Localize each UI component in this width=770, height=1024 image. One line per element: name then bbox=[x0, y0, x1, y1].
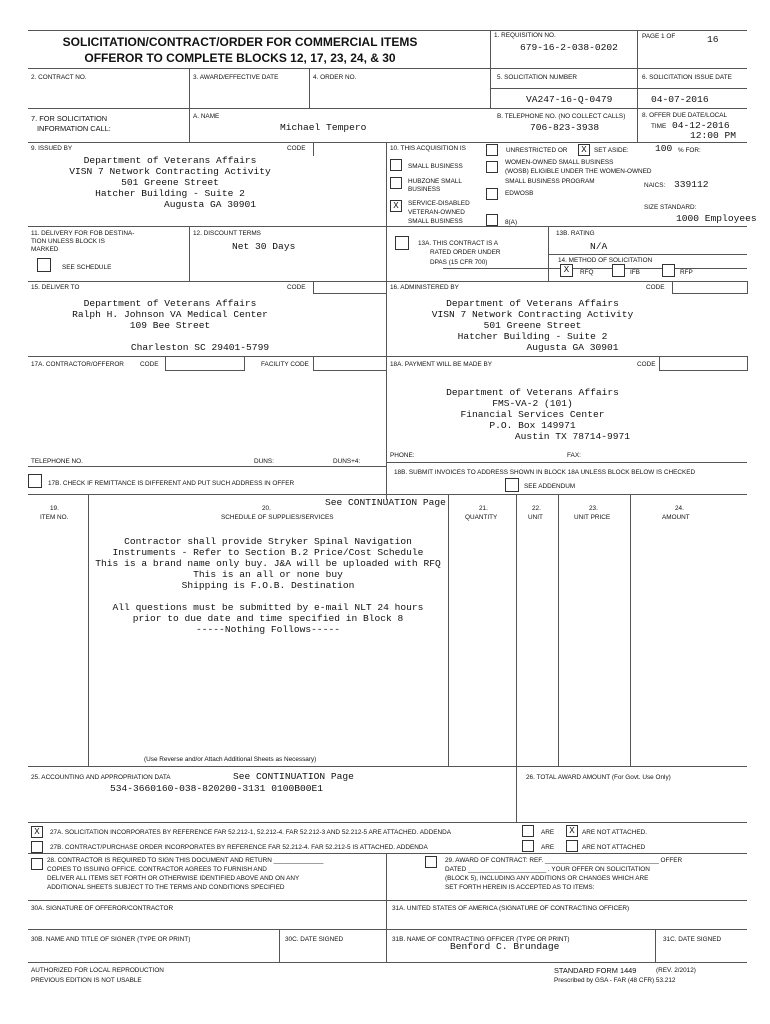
sig-30a-label: 30A. SIGNATURE OF OFFEROR/CONTRACTOR bbox=[31, 905, 174, 912]
rfp-label: RFP bbox=[680, 269, 693, 276]
sig-31b-label: 31B. NAME OF CONTRACTING OFFICER (TYPE OR PRINT) bbox=[392, 936, 570, 943]
address-line: 501 Greene Street bbox=[483, 320, 582, 331]
col20-label: SCHEDULE OF SUPPLIES/SERVICES bbox=[221, 514, 334, 521]
size-label: SIZE STANDARD: bbox=[644, 204, 697, 211]
col21-num: 21. bbox=[479, 505, 488, 512]
address-line: Charleston SC 29401-5799 bbox=[130, 342, 270, 353]
block-28-line: DELIVER ALL ITEMS SET FORTH OR OTHERWISE IDENTIFIED ABOVE AND ON ANY bbox=[47, 875, 300, 882]
naics-label: NAICS: bbox=[644, 182, 666, 189]
administered-by-code-field[interactable] bbox=[672, 281, 748, 294]
award-date-label: 3. AWARD/EFFECTIVE DATE bbox=[193, 74, 279, 81]
contractor-code-field[interactable] bbox=[165, 356, 245, 371]
block-29-line: DATED ______________________ . YOUR OFFER ON SOLICITATION bbox=[445, 866, 650, 873]
discount-value[interactable]: Net 30 Days bbox=[232, 241, 296, 252]
submit-invoices-label: 18B. SUBMIT INVOICES TO ADDRESS SHOWN IN BLOCK 18A UNLESS BLOCK BELOW IS CHECKED bbox=[394, 469, 696, 476]
page-total: 16 bbox=[707, 34, 719, 45]
27b-checkbox[interactable] bbox=[31, 841, 43, 853]
27a-text: 27A. SOLICITATION INCORPORATES BY REFERENCE FAR 52.212-1, 52.212-4. FAR 52.212-3 AND 52.212-5 ARE ATTACHED. ADDENDA bbox=[50, 829, 451, 836]
contractor-label: 17A. CONTRACTOR/OFFEROR bbox=[31, 361, 124, 368]
address-line: Ralph H. Johnson VA Medical Center bbox=[72, 309, 268, 320]
hubzone-label-2: BUSINESS bbox=[408, 186, 441, 193]
sdvosb-checkbox[interactable]: X bbox=[390, 200, 402, 212]
see-schedule-checkbox[interactable] bbox=[37, 258, 51, 272]
form-revision: (REV. 2/2012) bbox=[656, 967, 696, 974]
ifb-checkbox[interactable] bbox=[612, 264, 625, 277]
phone-label-18: PHONE: bbox=[390, 452, 415, 459]
schedule-line: This is an all or none buy bbox=[193, 569, 343, 580]
sdvosb-label-2: VETERAN-OWNED bbox=[408, 209, 465, 216]
see-schedule-label: SEE SCHEDULE bbox=[62, 264, 112, 271]
col20-num: 20. bbox=[262, 505, 271, 512]
set-aside-label: SET ASIDE: bbox=[594, 147, 629, 154]
27a-are-not-checkbox[interactable]: X bbox=[566, 825, 578, 837]
due-label: 8. OFFER DUE DATE/LOCAL bbox=[642, 112, 728, 119]
block-28-line: ADDITIONAL SHEETS SUBJECT TO THE TERMS AND CONDITIONS SPECIFIED bbox=[47, 884, 285, 891]
wosb-checkbox[interactable] bbox=[486, 161, 498, 173]
address-line: Augusta GA 30901 bbox=[526, 342, 619, 353]
facility-code-label: FACILITY CODE bbox=[261, 361, 309, 368]
rated-order-checkbox[interactable] bbox=[395, 236, 409, 250]
requisition-value[interactable]: 679-16-2-038-0202 bbox=[520, 42, 618, 53]
accounting-continuation: See CONTINUATION Page bbox=[233, 771, 354, 782]
unrestricted-label: UNRESTRICTED OR bbox=[506, 147, 568, 154]
27a-are-label: ARE bbox=[541, 829, 555, 836]
contractor-code-label: CODE bbox=[140, 361, 159, 368]
27a-are-checkbox[interactable] bbox=[522, 825, 534, 837]
rfq-checkbox[interactable]: X bbox=[560, 264, 573, 277]
block-29-line: (BLOCK 5), INCLUDING ANY ADDITIONS OR CHANGES WHICH ARE bbox=[445, 875, 649, 882]
block-28-line: COPIES TO ISSUING OFFICE. CONTRACTOR AGREES TO FURNISH AND bbox=[47, 866, 267, 873]
wosb-label-1: WOMEN-OWNED SMALL BUSINESS bbox=[505, 159, 614, 166]
27b-are-not-checkbox[interactable] bbox=[566, 840, 578, 852]
col22-label: UNIT bbox=[528, 514, 543, 521]
rfq-label: RFQ bbox=[580, 269, 594, 276]
sig-30c-label: 30C. DATE SIGNED bbox=[285, 936, 344, 943]
wosb-label-3: SMALL BUSINESS PROGRAM bbox=[505, 178, 595, 185]
edwosb-checkbox[interactable] bbox=[486, 188, 498, 200]
col23-label: UNIT PRICE bbox=[574, 514, 611, 521]
block-28-line: 28. CONTRACTOR IS REQUIRED TO SIGN THIS DOCUMENT AND RETURN ______________ bbox=[47, 857, 324, 864]
issued-by-label: 9. ISSUED BY bbox=[31, 145, 73, 152]
block-29-line: SET FORTH HEREIN IS ACCEPTED AS TO ITEMS: bbox=[445, 884, 595, 891]
addendum-checkbox[interactable] bbox=[505, 478, 519, 492]
rated-label-2: RATED ORDER UNDER bbox=[430, 249, 501, 256]
address-line: Department of Veterans Affairs bbox=[83, 155, 257, 166]
order-no-label: 4. ORDER NO. bbox=[313, 74, 357, 81]
deliver-to-label: 15. DELIVER TO bbox=[31, 284, 80, 291]
schedule-line: -----Nothing Follows----- bbox=[196, 624, 340, 635]
due-date-value[interactable]: 04-12-2016 bbox=[672, 120, 730, 131]
payment-code-field[interactable] bbox=[659, 356, 748, 371]
telephone-label: TELEPHONE NO. bbox=[31, 458, 83, 465]
schedule-footnote: (Use Reverse and/or Attach Additional Sheets as Necessary) bbox=[144, 756, 317, 763]
footer-left-2: PREVIOUS EDITION IS NOT USABLE bbox=[31, 977, 142, 984]
administered-by-label: 16. ADMINISTERED BY bbox=[390, 284, 459, 291]
schedule-continuation: See CONTINUATION Page bbox=[325, 497, 446, 508]
27b-are-checkbox[interactable] bbox=[522, 840, 534, 852]
page-label: PAGE 1 OF bbox=[642, 33, 676, 40]
solicitation-no-value[interactable]: VA247-16-Q-0479 bbox=[526, 94, 613, 105]
address-line: Hatcher Building - Suite 2 bbox=[95, 188, 245, 199]
sig-31c-label: 31C. DATE SIGNED bbox=[663, 936, 722, 943]
rated-label-1: 13A. THIS CONTRACT IS A bbox=[418, 240, 499, 247]
duns-label: DUNS: bbox=[254, 458, 274, 465]
size-value[interactable]: 1000 Employees bbox=[676, 213, 757, 224]
unrestricted-checkbox[interactable] bbox=[486, 144, 498, 156]
col19-num: 19. bbox=[50, 505, 59, 512]
sig-31a-label: 31A. UNITED STATES OF AMERICA (SIGNATURE OF CONTRACTING OFFICER) bbox=[392, 905, 630, 912]
address-line: Augusta GA 30901 bbox=[163, 199, 257, 210]
address-line: VISN 7 Network Contracting Activity bbox=[69, 166, 271, 177]
8a-checkbox[interactable] bbox=[486, 214, 498, 226]
8a-label: 8(A) bbox=[505, 219, 518, 226]
rated-label-3: DPAS (15 CFR 700) bbox=[430, 259, 488, 266]
col21-label: QUANTITY bbox=[465, 514, 498, 521]
duns4-label: DUNS+4: bbox=[333, 458, 361, 465]
address-line: Austin TX 78714-9971 bbox=[514, 431, 631, 442]
delivery-label-1: 11. DELIVERY FOR FOB DESTINA- bbox=[31, 230, 135, 237]
27a-are-not-label: ARE NOT ATTACHED. bbox=[582, 829, 647, 836]
schedule-line: This is a brand name only buy. J&A will be uploaded with RFQ bbox=[95, 558, 441, 569]
info-call-label-2: INFORMATION CALL: bbox=[37, 124, 111, 133]
form-prescribed: Prescribed by GSA - FAR (48 CFR) 53.212 bbox=[554, 977, 676, 984]
phone-label: B. TELEPHONE NO. (NO COLLECT CALLS) bbox=[497, 113, 626, 120]
address-line: 501 Greene Street bbox=[121, 177, 219, 188]
method-label: 14. METHOD OF SOLICITATION bbox=[558, 257, 653, 264]
payment-code-label: CODE bbox=[637, 361, 656, 368]
hubzone-checkbox[interactable] bbox=[390, 177, 402, 189]
schedule-line: All questions must be submitted by e-mail NLT 24 hours bbox=[112, 602, 424, 613]
addendum-label: SEE ADDENDUM bbox=[524, 483, 576, 490]
hubzone-label-1: HUBZONE SMALL bbox=[408, 178, 462, 185]
remittance-checkbox[interactable] bbox=[28, 474, 42, 488]
27a-checkbox[interactable]: X bbox=[31, 826, 43, 838]
block-29-line: 29. AWARD OF CONTRACT: REF. ________________________________ OFFER bbox=[445, 857, 683, 864]
discount-label: 12. DISCOUNT TERMS bbox=[193, 230, 261, 237]
schedule-line: Instruments - Refer to Section B.2 Price/Cost Schedule bbox=[112, 547, 424, 558]
deliver-to-code-field[interactable] bbox=[313, 281, 387, 294]
contract-no-label: 2. CONTRACT NO. bbox=[31, 74, 87, 81]
naics-value[interactable]: 339112 bbox=[674, 179, 709, 190]
issued-by-code-label: CODE bbox=[287, 145, 306, 152]
fax-label-18: FAX: bbox=[567, 452, 581, 459]
form-title-line1: SOLICITATION/CONTRACT/ORDER FOR COMMERCIAL ITEMS bbox=[62, 35, 418, 49]
schedule-line: Shipping is F.O.B. Destination bbox=[181, 580, 355, 591]
address-line: 109 Bee Street bbox=[129, 320, 211, 331]
due-time-value[interactable]: 12:00 PM bbox=[690, 130, 737, 141]
address-line: Department of Veterans Affairs bbox=[446, 387, 619, 398]
address-line: P.O. Box 149971 bbox=[489, 420, 576, 431]
total-award-label: 26. TOTAL AWARD AMOUNT (For Govt. Use Only) bbox=[526, 774, 671, 781]
address-line: Financial Services Center bbox=[460, 409, 605, 420]
info-call-label-1: 7. FOR SOLICITATION bbox=[31, 114, 108, 123]
footer-left-1: AUTHORIZED FOR LOCAL REPRODUCTION bbox=[31, 967, 164, 974]
schedule-line: prior to due date and time specified in Block 8 bbox=[132, 613, 404, 624]
administered-by-code-label: CODE bbox=[646, 284, 665, 291]
schedule-line: Contractor shall provide Stryker Spinal Navigation bbox=[124, 536, 412, 547]
set-aside-checkbox[interactable]: X bbox=[578, 144, 590, 156]
accounting-value[interactable]: 534-3660160-038-820200-3131 0100B00E1 bbox=[110, 783, 324, 794]
col23-num: 23. bbox=[589, 505, 598, 512]
address-line: Department of Veterans Affairs bbox=[446, 298, 619, 309]
requisition-label: 1. REQUISITION NO. bbox=[494, 32, 556, 39]
col22-num: 22. bbox=[532, 505, 541, 512]
col24-num: 24. bbox=[675, 505, 684, 512]
sdvosb-label-1: SERVICE-DISABLED bbox=[408, 200, 470, 207]
27b-are-not-label: ARE NOT ATTACHED bbox=[582, 844, 646, 851]
issue-date-label: 6. SOLICITATION ISSUE DATE bbox=[642, 74, 732, 81]
facility-code-field[interactable] bbox=[313, 356, 387, 371]
col19-label: ITEM NO. bbox=[40, 514, 69, 521]
small-business-label: SMALL BUSINESS bbox=[408, 163, 463, 170]
form-title-line2: OFFEROR TO COMPLETE BLOCKS 12, 17, 23, 24, & 30 bbox=[84, 51, 396, 65]
form-number: STANDARD FORM 1449 bbox=[554, 966, 637, 975]
remittance-label: 17B. CHECK IF REMITTANCE IS DIFFERENT AND PUT SUCH ADDRESS IN OFFER bbox=[48, 480, 295, 487]
contact-phone[interactable]: 706-823-3938 bbox=[530, 122, 600, 133]
delivery-label-2: TION UNLESS BLOCK IS bbox=[31, 238, 105, 245]
sig-30b-label: 30B. NAME AND TITLE OF SIGNER (TYPE OR PRINT) bbox=[31, 936, 191, 943]
accounting-label: 25. ACCOUNTING AND APPROPRIATION DATA bbox=[31, 774, 171, 781]
wosb-label-2: (WOSB) ELIGIBLE UNDER THE WOMEN-OWNED bbox=[505, 168, 652, 175]
pct-for-label: % FOR: bbox=[678, 147, 701, 154]
rating-label: 13B. RATING bbox=[556, 230, 595, 237]
issue-date-value[interactable]: 04-07-2016 bbox=[651, 94, 709, 105]
set-aside-pct[interactable]: 100 bbox=[655, 143, 673, 154]
form-title bbox=[40, 34, 440, 66]
solicitation-no-label: 5. SOLICITATION NUMBER bbox=[497, 74, 578, 81]
sdvosb-label-3: SMALL BUSINESS bbox=[408, 218, 463, 225]
contracting-officer-name[interactable]: Benford C. Brundage bbox=[450, 941, 560, 952]
delivery-label-3: MARKED bbox=[31, 246, 59, 253]
col24-label: AMOUNT bbox=[662, 514, 690, 521]
address-line: FMS-VA-2 (101) bbox=[492, 398, 573, 409]
edwosb-label: EDWOSB bbox=[505, 190, 534, 197]
29-checkbox[interactable] bbox=[425, 856, 437, 868]
rfp-checkbox[interactable] bbox=[662, 264, 675, 277]
ifb-label: IFB bbox=[630, 269, 640, 276]
address-line: VISN 7 Network Contracting Activity bbox=[431, 309, 634, 320]
deliver-to-code-label: CODE bbox=[287, 284, 306, 291]
rating-value[interactable]: N/A bbox=[590, 241, 608, 252]
contact-name[interactable]: Michael Tempero bbox=[280, 122, 367, 133]
27b-text: 27B. CONTRACT/PURCHASE ORDER INCORPORATES BY REFERENCE FAR 52.212-4. FAR 52.212-5 IS ATTACHED. ADDENDA bbox=[50, 844, 428, 851]
address-line: Department of Veterans Affairs bbox=[83, 298, 257, 309]
27b-are-label: ARE bbox=[541, 844, 555, 851]
payment-label: 18A. PAYMENT WILL BE MADE BY bbox=[390, 361, 493, 368]
address-line: Hatcher Building - Suite 2 bbox=[457, 331, 608, 342]
acquisition-label: 10. THIS ACQUISITION IS bbox=[390, 145, 466, 152]
name-label: A. NAME bbox=[193, 113, 220, 120]
small-business-checkbox[interactable] bbox=[390, 159, 402, 171]
time-label: TIME bbox=[651, 123, 667, 130]
28-checkbox[interactable] bbox=[31, 858, 43, 870]
